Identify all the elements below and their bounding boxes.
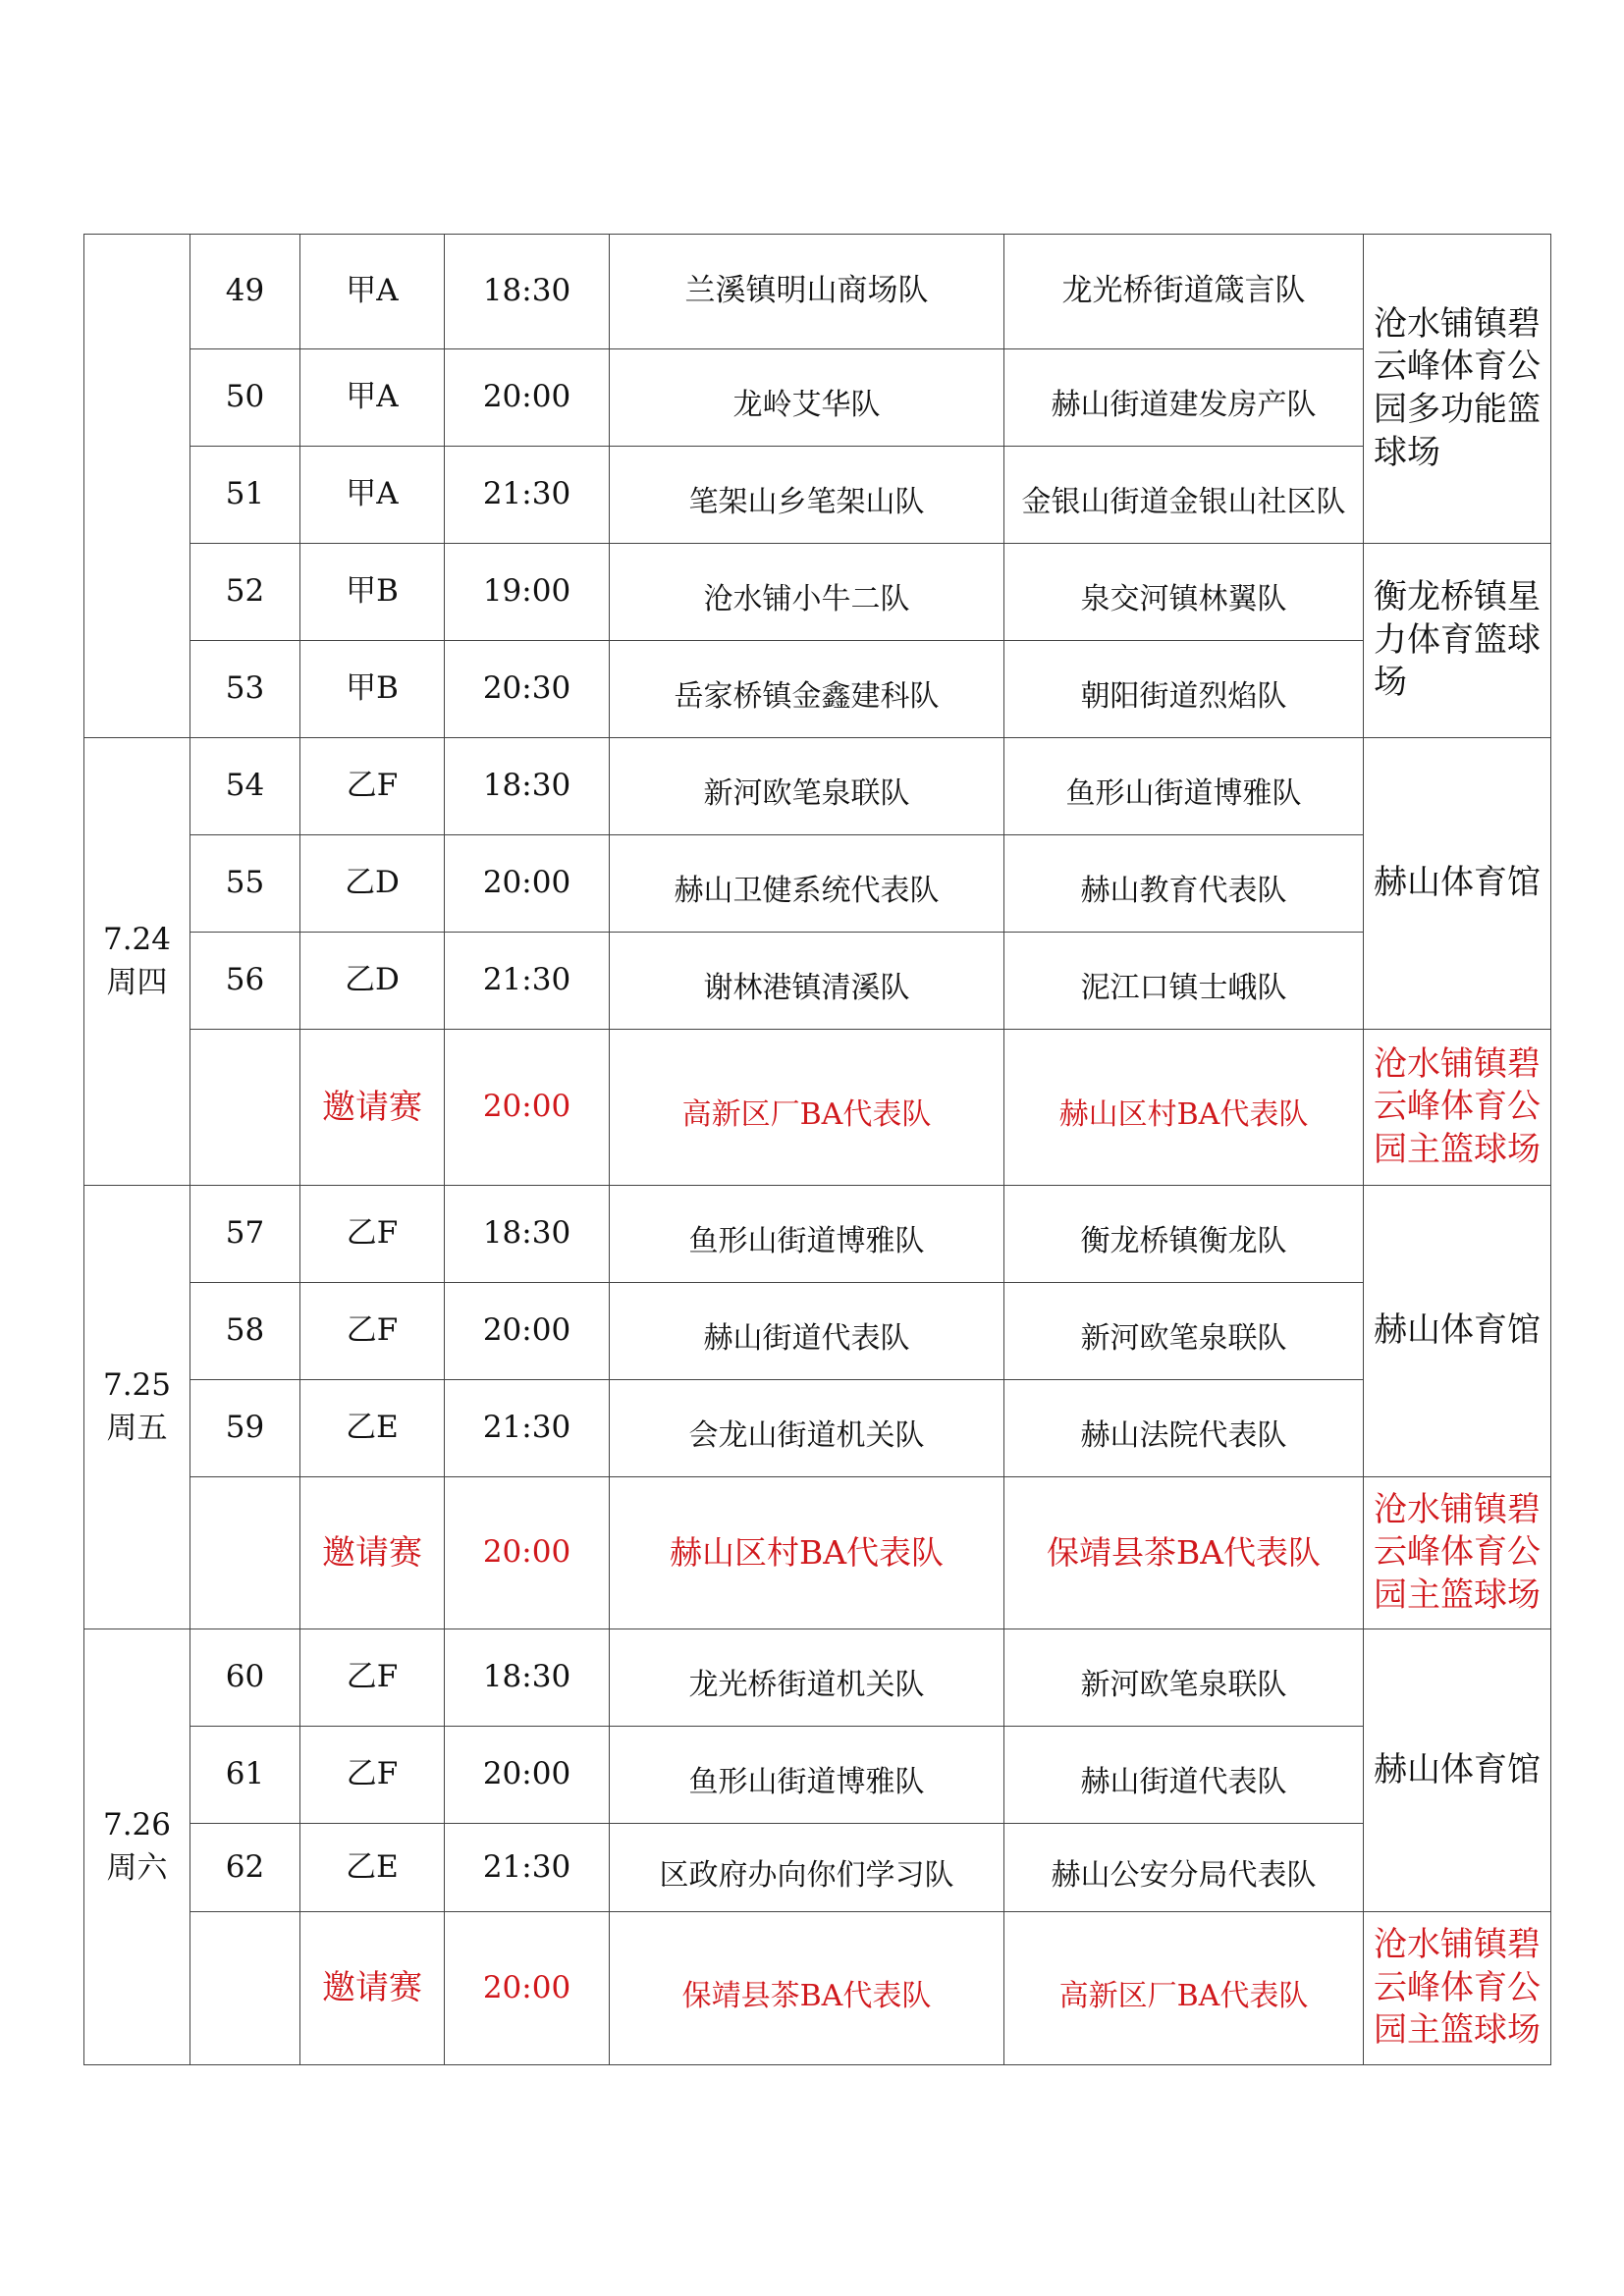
home-team: 赫山街道代表队 [610,1283,1004,1380]
group-cell: 乙F [300,1186,445,1283]
match-number: 57 [190,1186,300,1283]
table-row [84,835,1551,933]
invitational-row [84,1477,1551,1629]
group-cell: 乙D [300,835,445,933]
time-cell: 18:30 [445,1629,610,1727]
table-row [84,1824,1551,1912]
invitational-row [84,1912,1551,2065]
time-cell: 20:00 [445,1912,610,2065]
match-number: 51 [190,447,300,544]
venue-cell: 赫山体育馆 [1364,738,1551,1030]
home-team: 保靖县茶BA代表队 [610,1912,1004,2065]
schedule-table [83,234,1551,2065]
match-number: 59 [190,1380,300,1477]
match-number: 55 [190,835,300,933]
venue-cell: 沧水铺镇碧云峰体育公园主篮球场 [1364,1030,1551,1186]
match-number: 60 [190,1629,300,1727]
venue-cell: 沧水铺镇碧云峰体育公园主篮球场 [1364,1477,1551,1629]
table-row [84,1727,1551,1824]
group-cell: 乙F [300,738,445,835]
group-cell: 甲A [300,447,445,544]
venue-cell: 赫山体育馆 [1364,1186,1551,1477]
time-cell: 18:30 [445,1186,610,1283]
away-team: 赫山教育代表队 [1004,835,1364,933]
away-team: 龙光桥街道箴言队 [1004,235,1364,349]
time-cell: 20:00 [445,1283,610,1380]
home-team: 新河欧笔泉联队 [610,738,1004,835]
venue-cell: 沧水铺镇碧云峰体育公园多功能篮球场 [1364,235,1551,544]
home-team: 赫山卫健系统代表队 [610,835,1004,933]
time-cell: 20:00 [445,835,610,933]
away-team: 保靖县茶BA代表队 [1004,1477,1364,1629]
group-cell: 乙E [300,1824,445,1912]
time-cell: 19:00 [445,544,610,641]
table-row [84,933,1551,1030]
time-cell: 20:00 [445,349,610,447]
away-team: 衡龙桥镇衡龙队 [1004,1186,1364,1283]
group-cell: 乙F [300,1629,445,1727]
table-row [84,641,1551,738]
weekday-label: 周四 [106,964,168,1000]
match-number: 61 [190,1727,300,1824]
group-cell: 乙F [300,1727,445,1824]
date-label: 7.24 [102,922,172,958]
away-team: 赫山区村BA代表队 [1004,1030,1364,1186]
match-number: 52 [190,544,300,641]
home-team: 笔架山乡笔架山队 [610,447,1004,544]
away-team: 赫山街道代表队 [1004,1727,1364,1824]
group-cell: 甲B [300,544,445,641]
date-cell [84,738,190,1186]
time-cell: 21:30 [445,1824,610,1912]
match-number: 56 [190,933,300,1030]
away-team: 赫山法院代表队 [1004,1380,1364,1477]
home-team: 谢林港镇清溪队 [610,933,1004,1030]
away-team: 泥江口镇士峨队 [1004,933,1364,1030]
time-cell: 20:30 [445,641,610,738]
match-number: 49 [190,235,300,349]
time-cell: 21:30 [445,447,610,544]
home-team: 高新区厂BA代表队 [610,1030,1004,1186]
venue-cell: 赫山体育馆 [1364,1629,1551,1912]
group-cell: 邀请赛 [300,1030,445,1186]
home-team: 龙岭艾华队 [610,349,1004,447]
date-cell [84,1629,190,2065]
venue-cell: 衡龙桥镇星力体育篮球场 [1364,544,1551,738]
weekday-label: 周五 [106,1410,168,1446]
match-number [190,1477,300,1629]
venue-cell: 沧水铺镇碧云峰体育公园主篮球场 [1364,1912,1551,2065]
home-team: 鱼形山街道博雅队 [610,1727,1004,1824]
match-number [190,1912,300,2065]
time-cell: 21:30 [445,1380,610,1477]
time-cell: 20:00 [445,1477,610,1629]
date-cell-empty [84,235,190,738]
home-team: 鱼形山街道博雅队 [610,1186,1004,1283]
group-cell: 邀请赛 [300,1912,445,2065]
home-team: 赫山区村BA代表队 [610,1477,1004,1629]
table-row [84,544,1551,641]
group-cell: 邀请赛 [300,1477,445,1629]
match-number: 62 [190,1824,300,1912]
home-team: 区政府办向你们学习队 [610,1824,1004,1912]
date-label: 7.25 [102,1367,172,1404]
home-team: 沧水铺小牛二队 [610,544,1004,641]
time-cell: 18:30 [445,235,610,349]
match-number: 58 [190,1283,300,1380]
group-cell: 乙D [300,933,445,1030]
match-number: 54 [190,738,300,835]
away-team: 朝阳街道烈焰队 [1004,641,1364,738]
home-team: 兰溪镇明山商场队 [610,235,1004,349]
home-team: 会龙山街道机关队 [610,1380,1004,1477]
table-row [84,738,1551,835]
away-team: 新河欧笔泉联队 [1004,1629,1364,1727]
match-number: 53 [190,641,300,738]
invitational-row [84,1030,1551,1186]
match-number [190,1030,300,1186]
table-row [84,447,1551,544]
group-cell: 乙E [300,1380,445,1477]
group-cell: 甲B [300,641,445,738]
away-team: 鱼形山街道博雅队 [1004,738,1364,835]
away-team: 高新区厂BA代表队 [1004,1912,1364,2065]
date-cell [84,1186,190,1629]
table-row [84,1283,1551,1380]
table-row [84,1380,1551,1477]
away-team: 新河欧笔泉联队 [1004,1283,1364,1380]
date-label: 7.26 [102,1807,172,1843]
home-team: 龙光桥街道机关队 [610,1629,1004,1727]
away-team: 泉交河镇林翼队 [1004,544,1364,641]
match-number: 50 [190,349,300,447]
away-team: 金银山街道金银山社区队 [1004,447,1364,544]
away-team: 赫山公安分局代表队 [1004,1824,1364,1912]
table-row [84,235,1551,349]
weekday-label: 周六 [106,1849,168,1886]
group-cell: 甲A [300,349,445,447]
table-row [84,349,1551,447]
time-cell: 18:30 [445,738,610,835]
time-cell: 20:00 [445,1727,610,1824]
away-team: 赫山街道建发房产队 [1004,349,1364,447]
group-cell: 乙F [300,1283,445,1380]
time-cell: 21:30 [445,933,610,1030]
group-cell: 甲A [300,235,445,349]
table-row [84,1186,1551,1283]
time-cell: 20:00 [445,1030,610,1186]
table-row [84,1629,1551,1727]
home-team: 岳家桥镇金鑫建科队 [610,641,1004,738]
